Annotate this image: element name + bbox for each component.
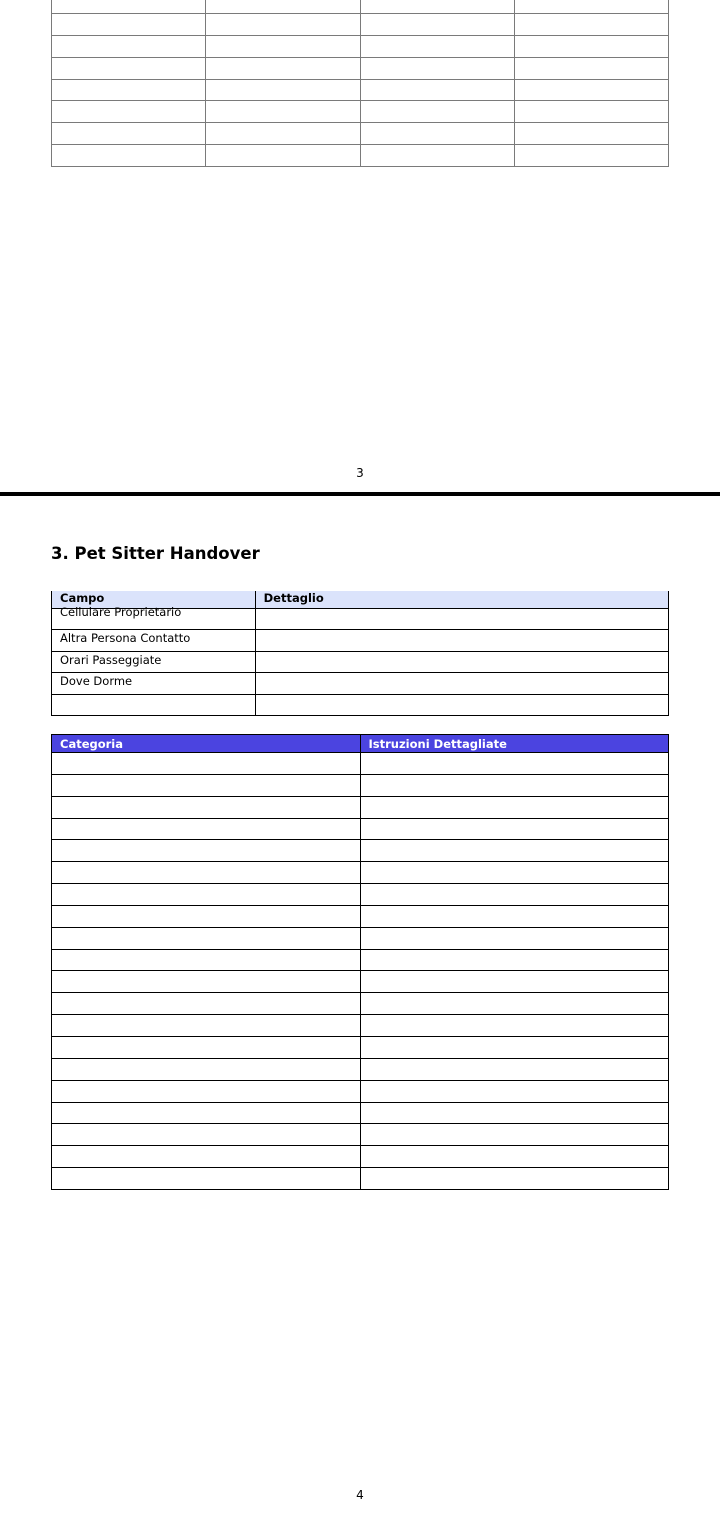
table-row — [52, 13, 669, 35]
handover-body — [52, 604, 669, 716]
table-row — [52, 971, 669, 993]
table-cell — [514, 35, 668, 57]
instructions-table — [51, 734, 669, 1190]
table-row — [52, 796, 669, 818]
schedule-grid-body — [52, 0, 669, 167]
instructions-category-cell — [52, 884, 361, 906]
table-cell — [514, 57, 668, 79]
table-row — [52, 1146, 669, 1168]
instructions-detail-cell — [360, 753, 669, 775]
table-cell — [206, 145, 360, 167]
handover-field-cell — [52, 630, 256, 652]
table-row — [52, 1080, 669, 1102]
table-cell — [52, 0, 206, 13]
handover-header-campo: Campo — [52, 591, 256, 608]
instructions-header-row — [52, 735, 669, 753]
table-cell — [514, 145, 668, 167]
table-row — [52, 840, 669, 862]
table-cell — [360, 13, 514, 35]
table-cell — [206, 57, 360, 79]
handover-field-cell — [52, 651, 256, 673]
schedule-grid-table — [51, 0, 669, 167]
handover-detail-cell — [255, 673, 668, 695]
table-row — [52, 927, 669, 949]
page-number: 3 — [356, 466, 364, 480]
table-row — [52, 123, 669, 145]
table-cell — [206, 13, 360, 35]
table-cell — [52, 57, 206, 79]
instructions-detail-cell — [360, 840, 669, 862]
table-row — [52, 1102, 669, 1124]
table-cell — [360, 145, 514, 167]
table-row — [52, 673, 669, 695]
table-row — [52, 818, 669, 840]
instructions-category-cell — [52, 1168, 361, 1190]
table-cell — [52, 13, 206, 35]
instructions-detail-cell — [360, 949, 669, 971]
table-row — [52, 884, 669, 906]
table-row — [52, 57, 669, 79]
table-cell — [360, 0, 514, 13]
instructions-detail-cell — [360, 993, 669, 1015]
handover-header-dettaglio: Dettaglio — [255, 591, 668, 608]
handover-detail-cell — [255, 651, 668, 673]
table-cell — [360, 79, 514, 101]
table-cell — [206, 79, 360, 101]
instructions-category-cell — [52, 796, 361, 818]
table-row — [52, 1168, 669, 1190]
instructions-category-cell — [52, 1058, 361, 1080]
handover-detail-cell — [255, 694, 668, 716]
instructions-category-cell — [52, 1124, 361, 1146]
table-cell — [514, 101, 668, 123]
handover-table — [51, 591, 669, 716]
handover-field-label: Orari Passeggiate — [60, 652, 162, 667]
table-cell — [52, 145, 206, 167]
instructions-detail-cell — [360, 1080, 669, 1102]
table-row — [52, 905, 669, 927]
instructions-header-categoria: Categoria — [52, 735, 361, 753]
table-row — [52, 1036, 669, 1058]
instructions-category-cell — [52, 1015, 361, 1037]
table-row — [52, 608, 669, 630]
table-row — [52, 1124, 669, 1146]
instructions-header-istruzioni: Istruzioni Dettagliate — [360, 735, 669, 753]
table-cell — [514, 123, 668, 145]
instructions-detail-cell — [360, 818, 669, 840]
instructions-category-cell — [52, 949, 361, 971]
instructions-detail-cell — [360, 1058, 669, 1080]
instructions-category-cell — [52, 753, 361, 775]
handover-detail-cell — [255, 608, 668, 630]
handover-field-label: Dove Dorme — [60, 674, 133, 689]
instructions-category-cell — [52, 1102, 361, 1124]
table-row — [52, 35, 669, 57]
table-cell — [52, 79, 206, 101]
table-cell — [514, 13, 668, 35]
instructions-detail-cell — [360, 971, 669, 993]
table-row — [52, 1015, 669, 1037]
handover-field-label: Altra Persona Contatto — [60, 631, 191, 646]
table-cell — [52, 101, 206, 123]
table-cell — [514, 79, 668, 101]
instructions-detail-cell — [360, 1168, 669, 1190]
instructions-category-cell — [52, 971, 361, 993]
instructions-category-cell — [52, 993, 361, 1015]
handover-field-cell — [52, 604, 256, 630]
table-row — [52, 774, 669, 796]
instructions-detail-cell — [360, 884, 669, 906]
instructions-detail-cell — [360, 796, 669, 818]
instructions-category-cell — [52, 927, 361, 949]
table-row — [52, 1058, 669, 1080]
handover-field-cell — [52, 673, 256, 695]
handover-field-label: Cellulare Proprietario — [60, 604, 182, 619]
page-number: 4 — [356, 1488, 364, 1502]
table-cell — [52, 35, 206, 57]
instructions-detail-cell — [360, 774, 669, 796]
table-cell — [360, 101, 514, 123]
handover-detail-cell — [255, 630, 668, 652]
instructions-category-cell — [52, 905, 361, 927]
instructions-detail-cell — [360, 1146, 669, 1168]
page-separator — [0, 492, 720, 496]
table-cell — [360, 35, 514, 57]
table-cell — [360, 57, 514, 79]
instructions-body — [52, 753, 669, 1190]
section-title: 3. Pet Sitter Handover — [51, 544, 260, 563]
instructions-detail-cell — [360, 927, 669, 949]
instructions-detail-cell — [360, 1102, 669, 1124]
instructions-category-cell — [52, 818, 361, 840]
instructions-category-cell — [52, 774, 361, 796]
instructions-category-cell — [52, 862, 361, 884]
instructions-category-cell — [52, 1080, 361, 1102]
table-cell — [206, 123, 360, 145]
handover-field-cell — [52, 694, 256, 716]
instructions-category-cell — [52, 840, 361, 862]
table-row — [52, 949, 669, 971]
table-row — [52, 101, 669, 123]
instructions-detail-cell — [360, 862, 669, 884]
table-row — [52, 0, 669, 13]
table-row — [52, 630, 669, 652]
table-cell — [514, 0, 668, 13]
table-row — [52, 753, 669, 775]
table-cell — [206, 35, 360, 57]
table-cell — [206, 101, 360, 123]
table-cell — [206, 0, 360, 13]
instructions-detail-cell — [360, 905, 669, 927]
table-row — [52, 145, 669, 167]
table-row — [52, 694, 669, 716]
instructions-detail-cell — [360, 1015, 669, 1037]
instructions-category-cell — [52, 1146, 361, 1168]
instructions-detail-cell — [360, 1124, 669, 1146]
table-row — [52, 862, 669, 884]
instructions-category-cell — [52, 1036, 361, 1058]
instructions-detail-cell — [360, 1036, 669, 1058]
table-row — [52, 993, 669, 1015]
table-row — [52, 651, 669, 673]
table-cell — [360, 123, 514, 145]
table-row — [52, 79, 669, 101]
table-cell — [52, 123, 206, 145]
